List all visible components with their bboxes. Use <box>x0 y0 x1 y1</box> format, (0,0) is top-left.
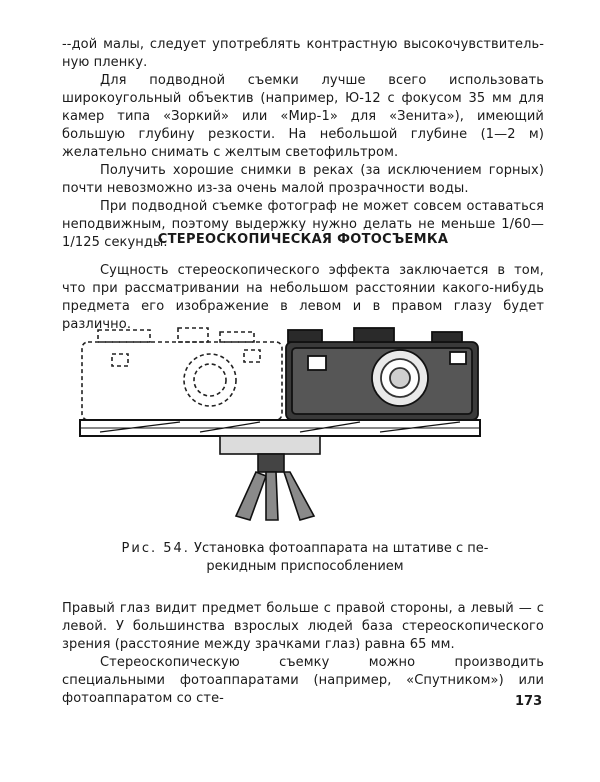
tripod-legs <box>236 472 314 520</box>
paragraph: Правый глаз видит предмет больше с правой стороны, а левый — с левой. У большинства взрослых людей база стереоскопического зрения (расстояние между зрачками глаз) равна 65 мм. <box>62 601 544 652</box>
caption-text: Установка фотоаппарата на штативе с перекидным приспособлением <box>194 541 489 574</box>
ghost-camera-outline <box>82 328 282 420</box>
bottom-text-block <box>62 600 544 708</box>
paragraph: Получить хорошие снимки в реках (за исключением горных) почти невозможно из‑за очень малой прозрачности воды. <box>62 163 544 196</box>
paragraph: ‑‑дой малы, следует употреблять контрастную высокочувствительную пленку. <box>62 37 544 70</box>
page-number: 173 <box>515 694 543 709</box>
paragraph: При подводной съемке фотограф не может совсем оставаться неподвижным, поэтому выдержку нужно делать не меньше 1/60—1/125 секунды. <box>62 199 544 250</box>
caption-label: Рис. 54. <box>121 541 190 556</box>
paragraph: Для подводной съемки лучше всего использовать широкоугольный объектив (например, Ю‑12 с фокусом 35 мм для камер типа «Зоркий» или «Мир‑1» для «Зенита»), имеющий большую глубину резкости. На небольшой глубине (1—2 м) желательно снимать с желтым светофильтром. <box>62 73 544 160</box>
section-heading: СТЕРЕОСКОПИЧЕСКАЯ ФОТОСЪЕМКА <box>157 232 449 247</box>
paragraph: Стереоскопическую съемку можно производить специальными фотоаппаратами (например, «Спутником») или фотоаппаратом со сте‑ <box>62 655 544 706</box>
tripod-head <box>220 436 320 472</box>
paragraph: Сущность стереоскопического эффекта заключается в том, что при рассматривании на небольшом расстоянии какого‑нибудь предмета его изображение в левом и в правом глазу будет различно. <box>62 263 544 332</box>
camera-tripod-illustration <box>60 320 540 532</box>
bracket-rail <box>80 420 480 436</box>
figure-caption <box>90 540 520 576</box>
camera-body <box>286 328 478 420</box>
top-text-block <box>62 36 544 252</box>
